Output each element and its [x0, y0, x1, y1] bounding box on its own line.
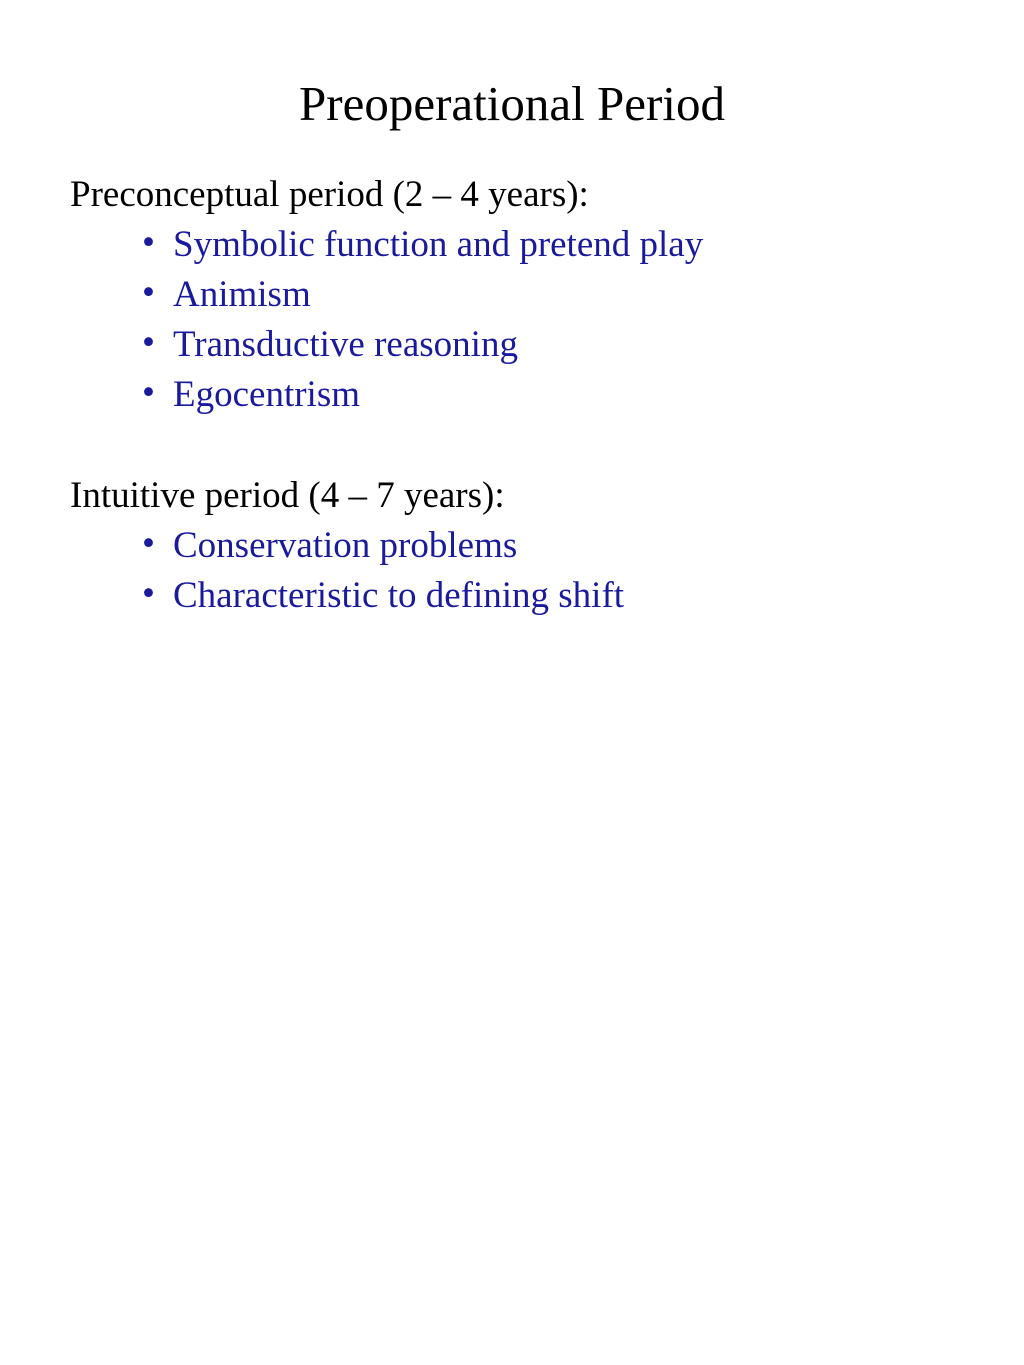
bullet-icon: •: [142, 523, 155, 564]
bullet-icon: •: [142, 372, 155, 413]
list-item-text: Animism: [173, 274, 311, 315]
list-item-text: Characteristic to defining shift: [173, 575, 625, 616]
section-heading: Preconceptual period (2 – 4 years):: [70, 174, 589, 215]
bullet-list: [70, 220, 970, 420]
section-intuitive: [70, 471, 970, 621]
bullet-icon: •: [142, 322, 155, 363]
list-item-text: Symbolic function and pretend play: [173, 224, 704, 265]
list-item-text: Conservation problems: [173, 525, 518, 566]
list-item-text: Transductive reasoning: [173, 324, 518, 365]
bullet-icon: •: [142, 573, 155, 614]
list-item: [70, 220, 970, 270]
list-item: [70, 571, 970, 621]
list-item: [70, 370, 970, 420]
bullet-icon: •: [142, 222, 155, 263]
bullet-list: [70, 521, 970, 621]
list-item: [70, 521, 970, 571]
bullet-icon: •: [142, 272, 155, 313]
section-heading: Intuitive period (4 – 7 years):: [70, 475, 505, 516]
slide-title: Preoperational Period: [299, 76, 725, 131]
list-item: [70, 270, 970, 320]
list-item-text: Egocentrism: [173, 374, 361, 415]
section-preconceptual: [70, 170, 970, 420]
list-item: [70, 320, 970, 370]
